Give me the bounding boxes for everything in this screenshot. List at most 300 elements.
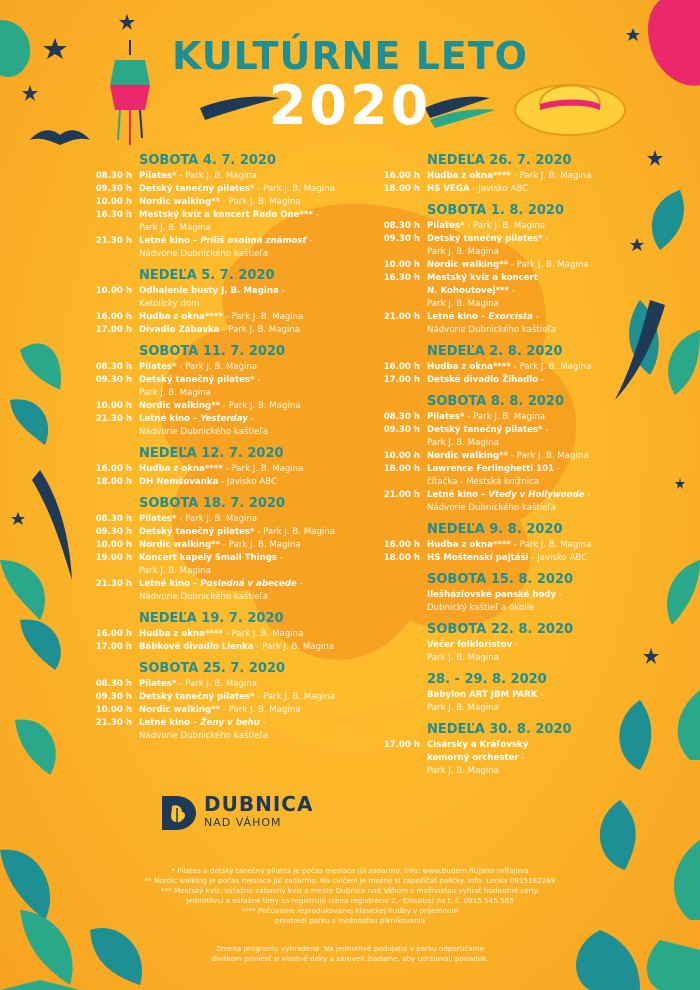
film-title: Exorcista [488,312,533,322]
event-line [139,641,384,654]
event-row [372,272,632,311]
event-line [427,552,632,565]
event-row [84,628,384,641]
event-venue: Park J. B. Magina [139,223,211,233]
event-line [139,324,384,337]
event-name: Bábkové divadlo Lienka [139,642,254,652]
event-name: Nordic walking** [139,705,221,715]
event-line [427,298,632,311]
event-time: 10.00 h [95,197,132,207]
event-time: 09.30 h [95,527,132,537]
event-row [84,678,384,691]
event-venue: - [278,286,285,296]
event-venue: - Park J. B. Magina [464,412,546,422]
event-venue: - Park J. B. Magina [176,171,258,181]
event-venue: - [542,234,549,244]
event-line [139,400,384,413]
event-venue: - [537,690,544,700]
day-heading: SOBOTA 8. 8. 2020 [427,394,565,409]
event-description [139,476,384,489]
event-line [427,752,632,765]
event-time: 08.30 h [383,412,420,422]
event-venue: - Park J. B. Magina [176,679,258,689]
event-line [139,311,384,324]
event-description [427,361,632,374]
event-description [427,450,632,463]
event-row [372,374,632,387]
event-line [427,183,632,196]
event-row [372,220,632,233]
day-heading: NEDEĽA 19. 7. 2020 [139,611,284,626]
event-name: Nordic walking** [139,197,221,207]
day-heading: SOBOTA 4. 7. 2020 [139,153,277,168]
event-line [427,361,632,374]
notice-line: divákom priniesť si vlastné deky a zároveň žiadame, aby udržiavali poriadok. [211,954,489,963]
event-description [139,539,384,552]
event-row [84,704,384,717]
poster-year: 2020 [268,74,432,137]
event-row [372,311,632,337]
event-line [427,411,632,424]
event-name: Letné kino – [427,312,489,322]
event-description [139,285,384,311]
event-name: Hudba z okna**** [427,171,511,181]
event-venue: - Park J. B. Magina [222,312,304,322]
day-block [84,495,384,604]
event-name: Pilates* [139,171,177,181]
notice-line: Zmena programu vyhradená. Na jednotlivé podujatia v parku odporúčame [215,944,485,953]
event-venue: - Park J. B. Magina [254,527,336,537]
event-line [139,426,384,439]
event-description [139,170,384,183]
event-venue: - Park J. B. Magina [508,451,589,461]
event-name: Hudba z okna**** [427,540,511,550]
event-name: Pilates* [139,679,177,689]
event-name: Lawrence Ferlinghetti 101 [427,464,555,474]
event-venue: Park J. B. Magina [427,247,499,257]
event-venue: - [538,375,544,385]
event-line [427,739,632,752]
footnote-line: prostredí parku s možnosťou piknikovania [274,916,426,925]
event-row [372,259,632,272]
schedule-left-column [84,152,384,749]
event-time: 08.30 h [95,362,132,372]
schedule-right-column [372,152,632,784]
footnotes [95,866,605,926]
event-name: Detský tanečný pilates* [427,234,543,244]
event-description [139,717,384,743]
event-row [84,691,384,704]
event-venue: Dubnický kaštieľ a okolie [427,603,535,613]
event-description [139,196,384,209]
footnote-line: * Pilates a detský tanečný pilates je počas mesiaca júl zadarmo. Info: www.budem.fit/jana-raffajova [171,866,529,875]
event-time: 18.00 h [95,477,132,487]
event-description [139,311,384,324]
event-description [139,691,384,704]
event-venue: Park J. B. Magina [139,566,211,576]
event-description [427,272,632,311]
event-name: Detský tanečný pilates* [139,184,255,194]
event-time: 16.00 h [383,171,420,181]
event-venue: Nádvorie Dubnického kaštieľa [139,731,269,741]
program-notice [130,944,570,964]
event-name: Cisársky a Kráľovský [427,740,529,750]
event-line [139,413,384,426]
event-description [427,311,632,337]
event-name: Nordic walking** [427,451,509,461]
film-title: Príliš osobná známosť [200,236,307,246]
event-line [427,424,632,437]
event-venue: Park J. B. Magina [427,299,499,309]
event-line [139,539,384,552]
event-row [84,539,384,552]
event-line [427,489,632,502]
event-venue: - [542,425,549,435]
event-time: 21.30 h [95,579,132,589]
day-block [372,393,632,515]
event-name: Detský tanečný pilates* [139,375,255,385]
event-line [139,730,384,743]
event-line [139,513,384,526]
event-line [139,717,384,730]
day-block [372,521,632,565]
event-venue: - Park J. B. Magina [222,629,304,639]
event-description [139,704,384,717]
event-description [427,424,632,450]
day-block [84,343,384,439]
event-venue: - [254,375,261,385]
event-name: HS VEGA [427,184,470,194]
event-line [139,552,384,565]
event-line [139,526,384,539]
event-line [139,565,384,578]
event-row [372,450,632,463]
event-name: Pilates* [139,362,177,372]
event-description [139,374,384,400]
event-row [372,552,632,565]
day-block [84,152,384,261]
event-line [427,539,632,552]
event-time: 18.00 h [383,184,420,194]
day-heading: 28. - 29. 8. 2020 [427,672,547,687]
event-line [427,702,632,715]
event-name: Letné kino – [139,579,201,589]
oak-leaf-d-icon [158,792,198,834]
event-name: Nordic walking** [139,540,221,550]
event-name: Hudba z okna**** [427,362,511,372]
day-heading: SOBOTA 25. 7. 2020 [139,661,286,676]
event-description [139,183,384,196]
event-row [372,739,632,778]
day-heading: SOBOTA 15. 8. 2020 [427,572,574,587]
event-name: Detský tanečný pilates* [139,527,255,537]
event-row [372,170,632,183]
event-line [427,589,632,602]
event-description [427,183,632,196]
day-block [372,152,632,196]
event-time: 09.30 h [383,425,420,435]
day-block [372,571,632,615]
event-time: 10.00 h [95,401,132,411]
event-name: Letné kino – [139,718,201,728]
event-venue: - Park J. B. Magina [176,514,258,524]
event-line [139,170,384,183]
event-time: 21.30 h [95,718,132,728]
event-description [139,235,384,261]
event-venue: - [296,579,303,589]
event-line [139,387,384,400]
event-venue: Katolícky dom [139,299,200,309]
day-block [372,202,632,337]
event-venue: - [247,414,254,424]
event-venue: - [313,210,319,220]
event-line [139,196,384,209]
event-venue: - Javisko ABC [528,553,588,563]
event-name: Detské divadlo Žihadlo [427,375,539,385]
event-row [84,413,384,439]
day-block [84,267,384,337]
event-description [139,526,384,539]
event-line [139,591,384,604]
event-venue: - Park J. B. Magina [220,197,301,207]
event-time: 10.00 h [383,260,420,270]
film-title: Posledná v abecede [200,579,297,589]
event-row [372,233,632,259]
event-row [84,463,384,476]
event-row [372,411,632,424]
event-row [84,285,384,311]
event-time: 21.00 h [383,312,420,322]
event-time: 16.00 h [95,629,132,639]
event-name: Večer folkloristov [427,640,513,650]
day-block [372,721,632,778]
event-line [427,602,632,615]
event-name: Hudba z okna**** [139,312,223,322]
event-row [84,476,384,489]
event-description [139,628,384,641]
day-block [372,671,632,715]
event-time: 16.00 h [383,540,420,550]
event-venue: Nádvorie Dubnického kaštieľa [139,592,269,602]
event-description [139,552,384,578]
event-line [427,463,632,476]
event-time [372,639,427,665]
dubnica-logo [158,790,328,840]
event-name: Pilates* [427,412,465,422]
event-name: Letné kino – [427,490,489,500]
event-description [427,374,632,387]
event-row [84,578,384,604]
event-row [372,589,632,615]
film-title: Yesterday [200,414,248,424]
day-heading: SOBOTA 1. 8. 2020 [427,203,565,218]
event-venue: čítačka - Mestská knižnica [427,477,540,487]
event-name: DH Nemšovanka [139,477,219,487]
event-description [139,463,384,476]
event-line [139,476,384,489]
event-line [427,476,632,489]
event-description [427,739,632,778]
event-time: 21.00 h [383,490,420,500]
event-line [427,233,632,246]
event-venue: - [306,236,313,246]
event-row [84,552,384,578]
event-row [372,689,632,715]
event-description [139,361,384,374]
event-description [427,489,632,515]
event-venue: - Park J. B. Magina [510,362,592,372]
event-name: Nordic walking** [427,260,509,270]
event-description [427,552,632,565]
logo-subtitle: NAD VÁHOM [204,816,282,829]
event-name: Mestský kvíz a koncert [427,273,538,283]
event-venue: - Park J. B. Magina [176,362,258,372]
event-description [139,578,384,604]
event-description [427,259,632,272]
event-line [139,628,384,641]
event-time: 10.00 h [95,286,132,296]
event-name: HS Moštenskí pajtáši [427,553,529,563]
event-line [139,578,384,591]
event-description [427,589,632,615]
event-time: 19.00 h [95,553,132,563]
logo-name: DUBNICA [204,792,314,816]
event-line [427,246,632,259]
event-venue: Park J. B. Magina [427,766,499,776]
day-block [84,610,384,654]
event-time: 21.30 h [95,414,132,424]
event-row [84,183,384,196]
event-venue: - Park J. B. Magina [219,325,301,335]
event-description [139,413,384,439]
event-description [139,400,384,413]
event-line [139,691,384,704]
event-description [139,324,384,337]
event-line [139,374,384,387]
event-line [427,324,632,337]
event-row [372,424,632,450]
event-time: 17.00 h [95,325,132,335]
event-row [84,641,384,654]
event-venue: - Park J. B. Magina [220,705,301,715]
event-venue: - Park J. B. Magina [464,221,546,231]
event-name: Pilates* [427,221,465,231]
event-line [427,639,632,652]
event-line [139,463,384,476]
event-line [427,272,632,285]
event-time: 16.30 h [383,273,420,283]
event-row [84,526,384,539]
event-venue: - Park J. B. Magina [510,540,592,550]
event-venue: - [512,640,519,650]
event-line [427,170,632,183]
event-time: 16.30 h [95,210,132,220]
event-name: komorný orchester [427,753,519,763]
event-line [139,361,384,374]
day-heading: NEDEĽA 9. 8. 2020 [427,522,563,537]
event-time: 10.00 h [95,540,132,550]
event-time: 18.00 h [383,464,420,474]
event-description [427,639,632,665]
event-row [84,717,384,743]
event-time: 10.00 h [95,705,132,715]
event-name: Ilešháziovské panské hody [427,590,557,600]
event-venue: - Park J. B. Magina [508,260,589,270]
event-venue: - Park J. B. Magina [254,692,336,702]
event-venue: - Park J. B. Magina [220,401,301,411]
event-line [427,652,632,665]
event-venue: Park J. B. Magina [427,438,499,448]
day-heading: SOBOTA 22. 8. 2020 [427,622,574,637]
event-name: N. Kohoutovej*** [427,286,509,296]
event-line [427,285,632,298]
event-description [139,209,384,235]
event-row [84,400,384,413]
event-time: 16.00 h [95,312,132,322]
event-line [139,209,384,222]
footnote-line: ** Nordic walking je počas mesiaca júl zadarmo. Na cvičení je možné si zapožičať paličky. Info: Lenka 0915182269 [144,876,556,885]
event-name: Pilates* [139,514,177,524]
event-line [427,437,632,450]
footnote-line: **** Počúvanie reprodukovanej klasickej hudby v príjemnom [241,906,459,915]
event-time: 09.30 h [95,375,132,385]
event-name: Nordic walking** [139,401,221,411]
event-row [84,196,384,209]
day-heading: NEDEĽA 26. 7. 2020 [427,153,572,168]
event-venue: Nádvorie Dubnického kaštieľa [427,325,557,335]
event-name: Letné kino – [139,236,201,246]
event-time [372,689,427,715]
event-time: 17.00 h [383,375,420,385]
event-time: 16.00 h [95,464,132,474]
event-line [427,259,632,272]
navy-brush-stroke-left [32,470,72,580]
day-heading: NEDEĽA 30. 8. 2020 [427,722,572,737]
event-description [139,678,384,691]
event-line [427,689,632,702]
event-row [84,209,384,235]
event-line [139,704,384,717]
event-description [427,689,632,715]
event-venue: - [259,718,266,728]
event-venue: - [508,286,515,296]
event-time: 18.00 h [383,553,420,563]
event-row [84,374,384,400]
event-venue: - [276,553,283,563]
event-venue: - [554,464,560,474]
event-line [139,222,384,235]
event-venue: - [584,490,591,500]
film-title: Ženy v behu [200,718,260,728]
event-name: Detský tanečný pilates* [139,692,255,702]
event-description [427,539,632,552]
day-block [372,343,632,387]
event-time: 09.30 h [95,184,132,194]
poster-title: KULTÚRNE LETO [172,34,528,78]
event-venue: - Park J. B. Magina [253,642,335,652]
event-time: 08.30 h [95,514,132,524]
event-time [372,589,427,615]
event-time: 17.00 h [383,740,420,750]
event-venue: - Park J. B. Magina [222,464,304,474]
event-name: Babylon ART JBM PARK [427,690,538,700]
event-line [139,248,384,261]
event-line [139,235,384,248]
event-row [84,311,384,324]
event-description [427,233,632,259]
event-row [372,489,632,515]
day-block [84,660,384,743]
